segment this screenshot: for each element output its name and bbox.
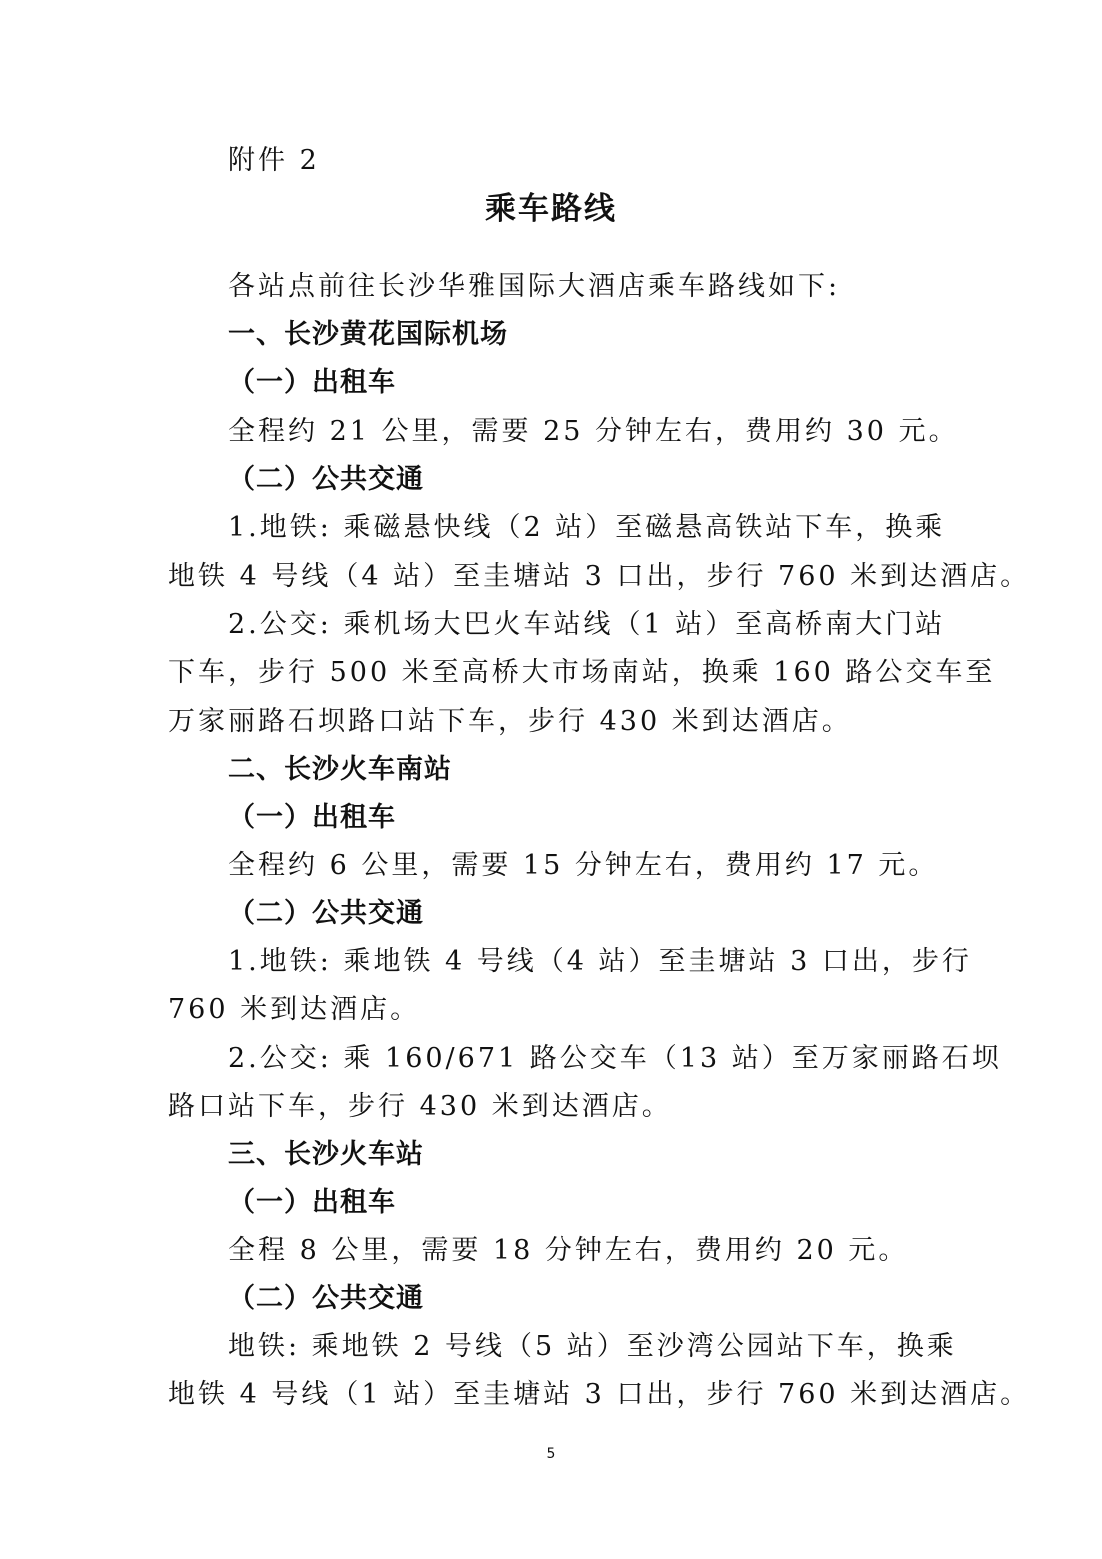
page-number: 5	[546, 1446, 556, 1462]
transit-item-line: 760 米到达酒店。	[168, 994, 421, 1025]
transit-item-line: 下车，步行 500 米至高桥大市场南站，换乘 160 路公交车至	[168, 657, 996, 688]
transit-item-line: 2.公交: 乘机场大巴火车站线（1 站）至高桥南大门站	[228, 609, 946, 640]
section-heading-south-station: 二、长沙火车南站	[228, 754, 452, 785]
taxi-text-south-station: 全程约 6 公里，需要 15 分钟左右，费用约 17 元。	[228, 850, 939, 881]
taxi-heading-south-station: （一）出租车	[228, 802, 396, 833]
intro-text: 各站点前往长沙华雅国际大酒店乘车路线如下:	[228, 271, 841, 302]
transit-item-line: 地铁: 乘地铁 2 号线（5 站）至沙湾公园站下车，换乘	[228, 1331, 957, 1362]
transit-item-line: 万家丽路石坝路口站下车，步行 430 米到达酒店。	[168, 706, 852, 737]
transit-item-line: 路口站下车，步行 430 米到达酒店。	[168, 1091, 672, 1122]
section-heading-airport: 一、长沙黄花国际机场	[228, 319, 508, 350]
transit-item-line: 1.地铁: 乘磁悬快线（2 站）至磁悬高铁站下车，换乘	[228, 512, 946, 543]
page-title: 乘车路线	[485, 191, 617, 227]
taxi-heading-railway-station: （一）出租车	[228, 1187, 396, 1218]
section-heading-railway-station: 三、长沙火车站	[228, 1139, 424, 1170]
transit-heading-airport: （二）公共交通	[228, 464, 424, 495]
transit-item-line: 2.公交: 乘 160/671 路公交车（13 站）至万家丽路石坝	[228, 1043, 1002, 1074]
transit-heading-railway-station: （二）公共交通	[228, 1283, 424, 1314]
taxi-text-airport: 全程约 21 公里，需要 25 分钟左右，费用约 30 元。	[228, 416, 959, 447]
transit-item-line: 地铁 4 号线（4 站）至圭塘站 3 口出，步行 760 米到达酒店。	[168, 561, 1031, 592]
taxi-text-railway-station: 全程 8 公里，需要 18 分钟左右，费用约 20 元。	[228, 1235, 909, 1266]
taxi-heading-airport: （一）出租车	[228, 367, 396, 398]
transit-item-line: 1.地铁: 乘地铁 4 号线（4 站）至圭塘站 3 口出，步行	[228, 946, 972, 977]
attachment-label: 附件 2	[228, 145, 320, 176]
transit-heading-south-station: （二）公共交通	[228, 898, 424, 929]
transit-item-line: 地铁 4 号线（1 站）至圭塘站 3 口出，步行 760 米到达酒店。	[168, 1379, 1031, 1410]
